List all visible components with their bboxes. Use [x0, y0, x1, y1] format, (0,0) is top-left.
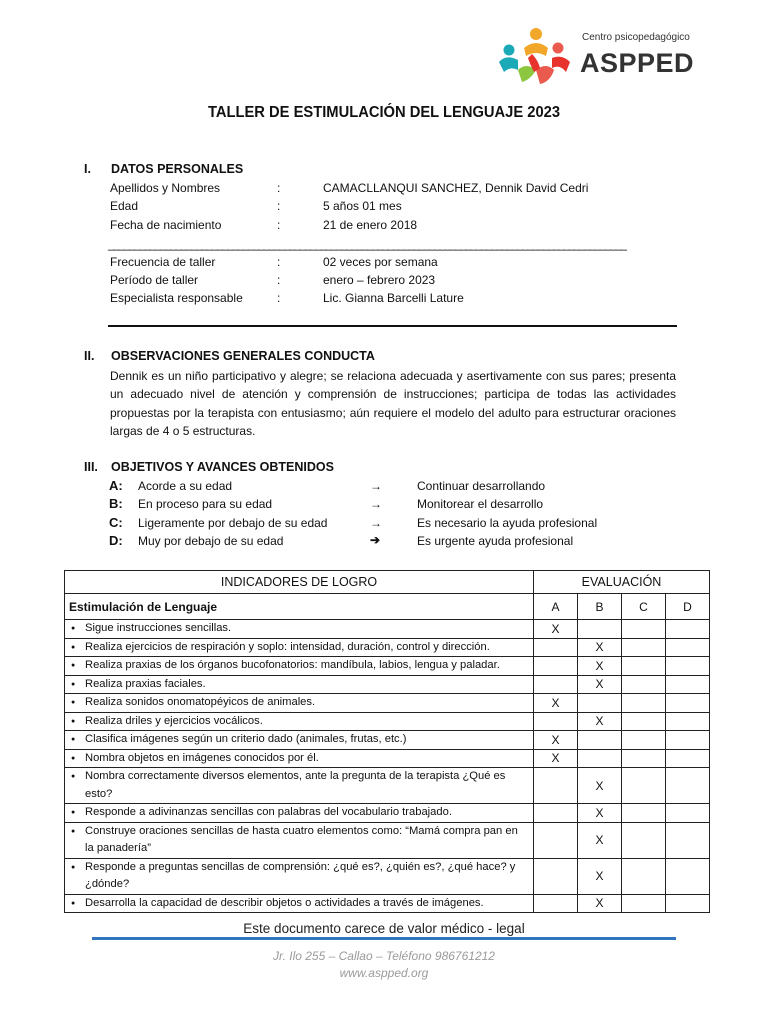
- evaluation-mark: [534, 712, 578, 731]
- level-letter: D:: [109, 533, 123, 548]
- indicator-cell: [65, 731, 534, 750]
- field-value-name: CAMACLLANQUI SANCHEZ, Dennik David Cedri: [323, 181, 589, 195]
- evaluation-mark: [666, 749, 710, 768]
- field-value-birthdate: 21 de enero 2018: [323, 218, 418, 232]
- evaluation-mark: [534, 768, 578, 804]
- arrow-right-icon: →: [370, 479, 382, 493]
- field-separator: :: [277, 255, 281, 269]
- field-value-frequency: 02 veces por semana: [323, 255, 438, 269]
- evaluation-mark: X: [578, 822, 622, 858]
- footer-divider: [92, 937, 676, 940]
- bullet-icon: ●: [71, 899, 76, 907]
- footer-address: Jr. Ilo 255 – Callao – Teléfono 986761212: [273, 949, 495, 963]
- table-row: [65, 822, 710, 858]
- level-action: Es necesario la ayuda profesional: [417, 516, 598, 530]
- bullet-icon: ●: [71, 662, 76, 669]
- list-item: [69, 620, 529, 638]
- indicator-cell: [65, 858, 534, 894]
- indicator-cell: [65, 768, 534, 804]
- field-label: Período de taller: [110, 273, 199, 287]
- evaluation-mark: [622, 694, 666, 713]
- table-row: [65, 804, 710, 823]
- bullet-icon: ●: [71, 643, 76, 651]
- indicator-text: Nombra correctamente diversos elementos, ante la pregunta de la terapista ¿Qué es esto?: [85, 770, 506, 800]
- indicator-cell: [65, 694, 534, 713]
- evaluation-mark: X: [534, 731, 578, 750]
- arrow-right-icon: →: [370, 497, 382, 511]
- table-header-row: [65, 571, 710, 594]
- indicator-cell: [65, 822, 534, 858]
- table-row: [65, 657, 710, 676]
- logo-name: ASPPED: [580, 48, 695, 78]
- table-row: [65, 694, 710, 713]
- indicator-text: Realiza praxias de los órganos bucofonatorios: mandíbula, labios, lengua y paladar.: [85, 659, 500, 671]
- indicator-text: Responde a preguntas sencillas de comprensión: ¿qué es?, ¿quién es?, ¿qué hace? y ¿dónde?: [85, 860, 516, 890]
- evaluation-mark: [666, 858, 710, 894]
- table-row: [65, 638, 710, 657]
- indicator-cell: [65, 675, 534, 694]
- field-separator: :: [277, 181, 281, 195]
- section-number: III.: [84, 460, 98, 474]
- indicators-table: [64, 570, 710, 913]
- evaluation-mark: [622, 657, 666, 676]
- evaluation-mark: X: [578, 804, 622, 823]
- bullet-icon: ●: [71, 809, 76, 816]
- evaluation-mark: [622, 768, 666, 804]
- indicator-cell: [65, 712, 534, 731]
- evaluation-mark: [666, 712, 710, 731]
- evaluation-mark: [622, 749, 666, 768]
- list-item: [69, 731, 529, 749]
- evaluation-mark: [534, 804, 578, 823]
- evaluation-mark: [666, 694, 710, 713]
- evaluation-mark: [622, 675, 666, 694]
- aspped-logo-figures-icon: [496, 26, 576, 90]
- indicator-text: Nombra objetos en imágenes conocidos por él.: [85, 751, 319, 764]
- level-description: Ligeramente por debajo de su edad: [138, 516, 328, 530]
- evaluation-mark: [622, 731, 666, 750]
- level-letter: B:: [109, 496, 123, 511]
- table-row: [65, 712, 710, 731]
- column-c: C: [622, 594, 666, 620]
- indicator-cell: [65, 657, 534, 676]
- field-label: Especialista responsable: [110, 291, 243, 305]
- indicator-text: Desarrolla la capacidad de describir objetos o actividades a través de imágenes.: [85, 896, 484, 909]
- evaluation-mark: [534, 822, 578, 858]
- evaluation-mark: X: [578, 858, 622, 894]
- field-separator: :: [277, 199, 281, 213]
- column-b: B: [578, 594, 622, 620]
- evaluation-mark: [666, 638, 710, 657]
- evaluation-mark: X: [578, 712, 622, 731]
- bullet-icon: ●: [71, 827, 76, 835]
- indicator-text: Clasifica imágenes según un criterio dado (animales, frutas, etc.): [85, 733, 407, 745]
- subheader-language-stimulation: Estimulación de Lenguaje: [65, 594, 534, 620]
- field-label: Fecha de nacimiento: [110, 218, 222, 232]
- field-value-specialist: Lic. Gianna Barcelli Lature: [323, 291, 464, 305]
- indicator-cell: [65, 804, 534, 823]
- list-item: [69, 804, 529, 822]
- document-title: TALLER DE ESTIMULACIÓN DEL LENGUAJE 2023: [207, 104, 561, 121]
- evaluation-mark: [622, 620, 666, 639]
- arrow-right-bold-icon: ➔: [370, 533, 381, 547]
- evaluation-mark: X: [578, 675, 622, 694]
- level-description: Muy por debajo de su edad: [138, 534, 284, 548]
- field-separator: :: [277, 273, 281, 287]
- evaluation-mark: [578, 620, 622, 639]
- indicator-text: Construye oraciones sencillas de hasta cuatro elementos como: “Mamá compra pan en la panadería”: [85, 824, 518, 854]
- evaluation-mark: [666, 894, 710, 913]
- level-action: Monitorear el desarrollo: [417, 497, 544, 511]
- bullet-icon: ●: [71, 680, 76, 688]
- level-action: Continuar desarrollando: [417, 479, 546, 493]
- evaluation-mark: [666, 822, 710, 858]
- evaluation-mark: [622, 638, 666, 657]
- evaluation-mark: [666, 620, 710, 639]
- evaluation-mark: [534, 894, 578, 913]
- evaluation-mark: X: [578, 768, 622, 804]
- field-label: Frecuencia de taller: [110, 255, 216, 269]
- table-row: [65, 620, 710, 639]
- list-item: [69, 639, 529, 657]
- field-label: Apellidos y Nombres: [110, 181, 221, 195]
- list-item: [69, 895, 529, 913]
- evaluation-mark: [622, 822, 666, 858]
- column-d: D: [666, 594, 710, 620]
- footer-website: www.aspped.org: [339, 966, 429, 980]
- table-row: [65, 768, 710, 804]
- header-indicators: INDICADORES DE LOGRO: [65, 571, 534, 594]
- disclaimer: Este documento carece de valor médico - legal: [243, 921, 525, 936]
- list-item: [69, 859, 529, 894]
- indicator-text: Realiza praxias faciales.: [85, 677, 206, 690]
- indicator-cell: [65, 620, 534, 639]
- aspped-logo: [496, 26, 716, 90]
- section-personal-data-heading: [84, 162, 484, 178]
- list-item: [69, 750, 529, 768]
- evaluation-mark: [666, 768, 710, 804]
- section-title: DATOS PERSONALES: [111, 162, 244, 176]
- section-objectives-heading: [84, 460, 484, 476]
- section-title: OBJETIVOS Y AVANCES OBTENIDOS: [111, 460, 334, 474]
- evaluation-mark: [622, 858, 666, 894]
- observations-paragraph: Dennik es un niño participativo y alegre; se relaciona adecuada y asertivamente con sus pares; presenta un adecuado nivel de atención y comprensión de instrucciones; participa de todas las actividades propuestas por la terapista con entusiasmo; aún requiere el modelo del adulto para estructurar oraciones largas de 4 o 5 estructuras.: [110, 369, 676, 439]
- bullet-icon: ●: [71, 754, 76, 762]
- indicator-cell: [65, 894, 534, 913]
- table-subheader-row: [65, 594, 710, 620]
- indicator-rows: [65, 620, 710, 913]
- dashed-separator: ____________________________________________________________________________________________________: [108, 237, 626, 251]
- indicator-cell: [65, 638, 534, 657]
- evaluation-mark: [666, 804, 710, 823]
- table-row: [65, 894, 710, 913]
- table-row: [65, 675, 710, 694]
- section-number: II.: [84, 349, 95, 363]
- level-letter: A:: [109, 478, 123, 493]
- level-description: Acorde a su edad: [138, 479, 233, 493]
- logo-subtitle: Centro psicopedagógico: [582, 32, 690, 43]
- indicator-cell: [65, 749, 534, 768]
- evaluation-mark: [534, 858, 578, 894]
- table-row: [65, 731, 710, 750]
- table-row: [65, 858, 710, 894]
- bullet-icon: ●: [71, 625, 76, 632]
- header-evaluation: EVALUACIÓN: [534, 571, 710, 594]
- bullet-icon: ●: [71, 717, 76, 725]
- evaluation-mark: X: [578, 657, 622, 676]
- section-number: I.: [84, 162, 91, 176]
- indicator-text: Sigue instrucciones sencillas.: [85, 622, 232, 634]
- field-label: Edad: [110, 199, 139, 213]
- evaluation-mark: [666, 675, 710, 694]
- section-title: OBSERVACIONES GENERALES CONDUCTA: [111, 349, 375, 363]
- evaluation-mark: [622, 894, 666, 913]
- level-letter: C:: [109, 515, 123, 530]
- bullet-icon: ●: [71, 736, 76, 743]
- field-value-period: enero – febrero 2023: [323, 273, 436, 287]
- field-separator: :: [277, 291, 281, 305]
- evaluation-mark: [534, 638, 578, 657]
- list-item: [69, 768, 529, 803]
- evaluation-mark: [534, 675, 578, 694]
- list-item: [69, 823, 529, 858]
- level-description: En proceso para su edad: [138, 497, 273, 511]
- horizontal-rule: [108, 325, 677, 327]
- evaluation-mark: [578, 731, 622, 750]
- evaluation-mark: X: [534, 694, 578, 713]
- indicator-text: Realiza sonidos onomatopéyicos de animales.: [85, 696, 316, 708]
- evaluation-mark: X: [578, 894, 622, 913]
- table-row: [65, 749, 710, 768]
- section-observations-heading: [84, 349, 484, 365]
- evaluation-mark: [578, 694, 622, 713]
- column-a: A: [534, 594, 578, 620]
- evaluation-mark: [578, 749, 622, 768]
- evaluation-mark: X: [578, 638, 622, 657]
- bullet-icon: ●: [71, 773, 76, 780]
- list-item: [69, 657, 529, 675]
- indicator-text: Responde a adivinanzas sencillas con palabras del vocabulario trabajado.: [85, 806, 452, 818]
- arrow-right-icon: →: [370, 516, 382, 530]
- field-separator: :: [277, 218, 281, 232]
- list-item: [69, 694, 529, 712]
- evaluation-mark: [534, 657, 578, 676]
- field-value-age: 5 años 01 mes: [323, 199, 402, 213]
- evaluation-mark: [622, 712, 666, 731]
- indicator-text: Realiza ejercicios de respiración y soplo: intensidad, duración, control y dirección.: [85, 640, 490, 653]
- evaluation-mark: [666, 657, 710, 676]
- bullet-icon: ●: [71, 699, 76, 706]
- bullet-icon: ●: [71, 863, 76, 871]
- list-item: [69, 676, 529, 694]
- evaluation-mark: X: [534, 620, 578, 639]
- list-item: [69, 713, 529, 731]
- evaluation-mark: [622, 804, 666, 823]
- level-action: Es urgente ayuda profesional: [417, 534, 574, 548]
- indicator-text: Realiza driles y ejercicios vocálicos.: [85, 714, 263, 727]
- evaluation-mark: X: [534, 749, 578, 768]
- evaluation-mark: [666, 731, 710, 750]
